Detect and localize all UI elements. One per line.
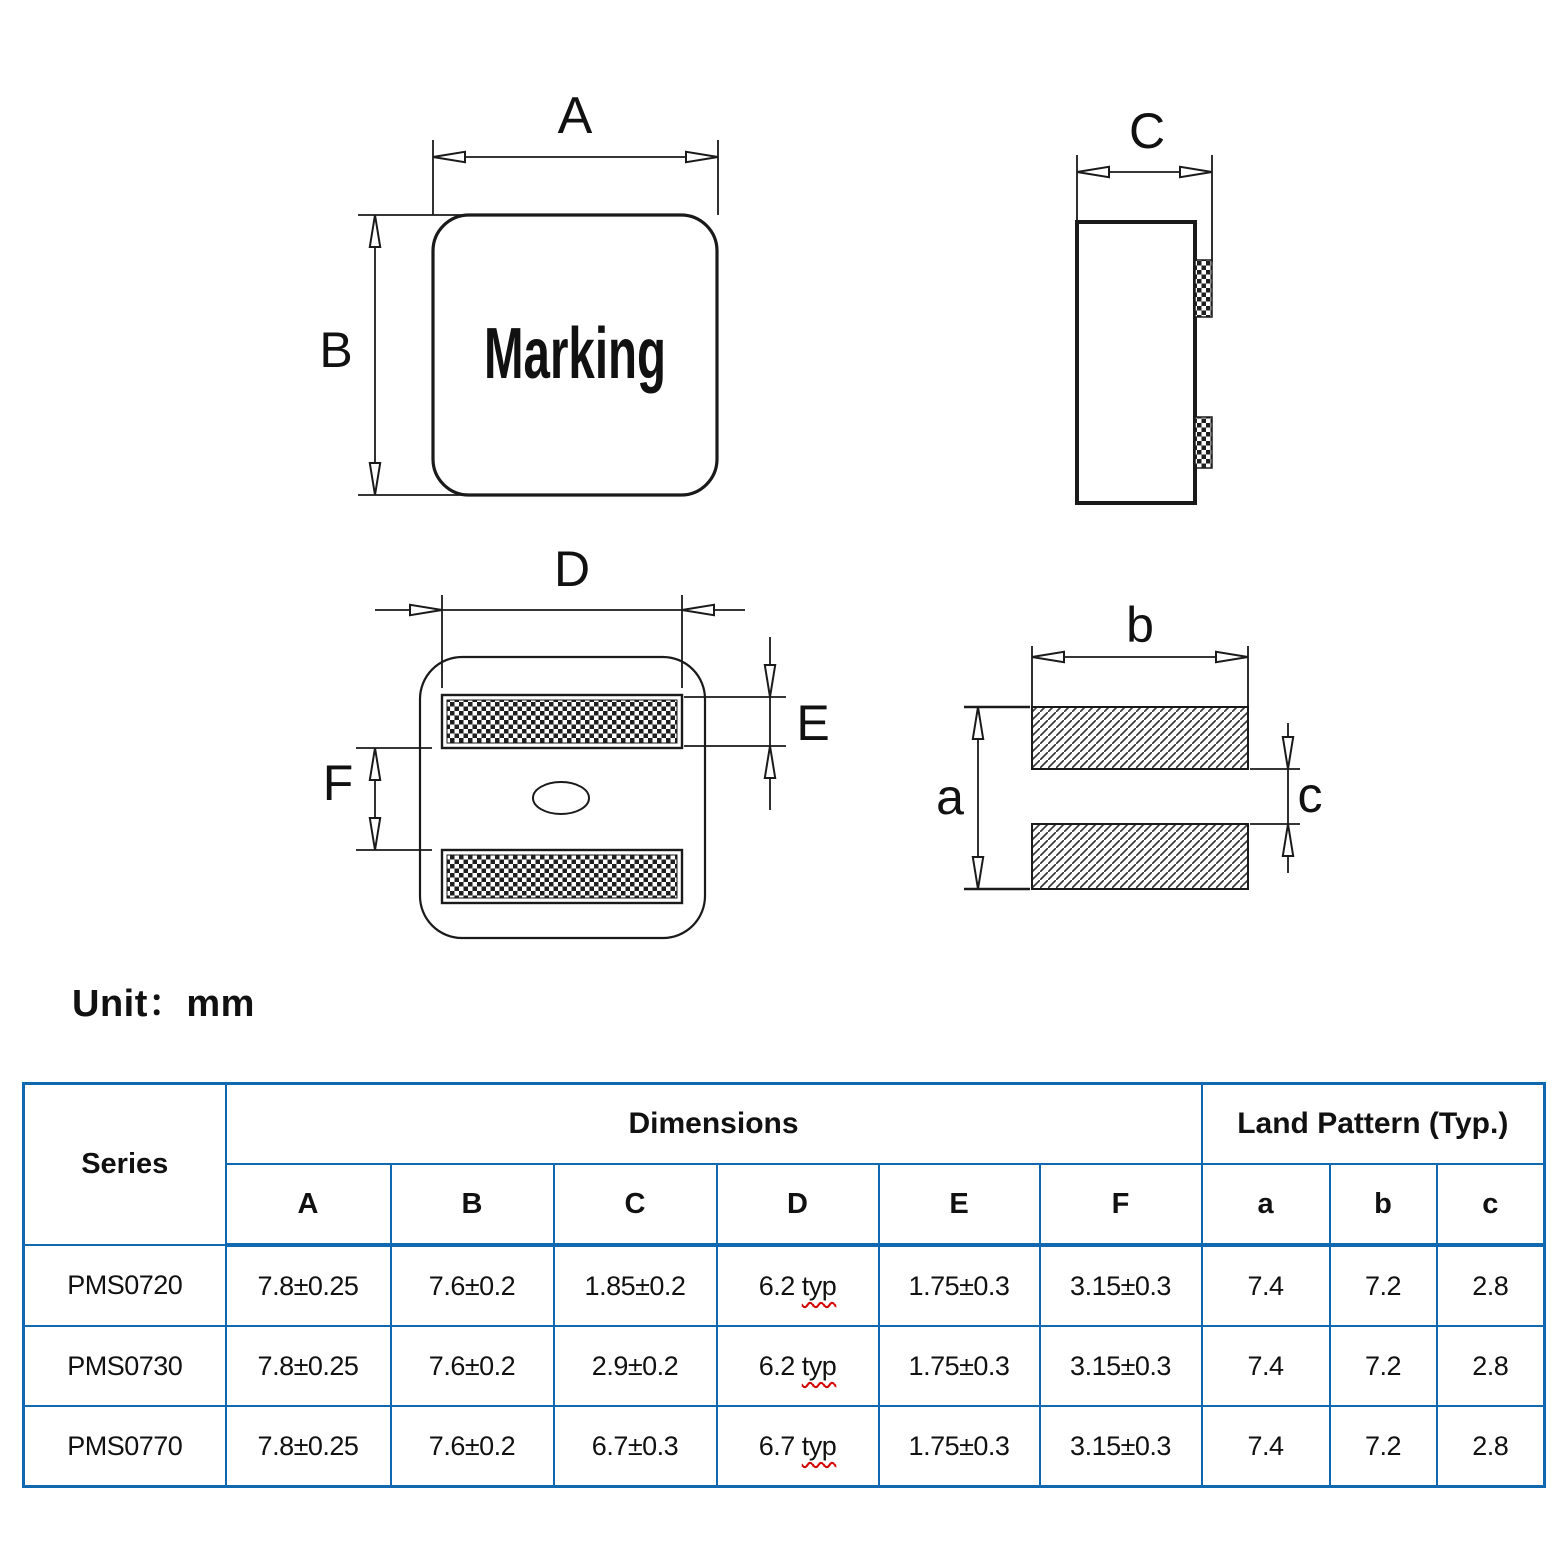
cell-B: 7.6±0.2 — [391, 1245, 554, 1326]
cell-b: 7.2 — [1330, 1326, 1437, 1406]
cell-b: 7.2 — [1330, 1245, 1437, 1326]
cell-E: 1.75±0.3 — [879, 1406, 1040, 1487]
header-col-B: B — [391, 1164, 554, 1245]
cell-c: 2.8 — [1437, 1245, 1545, 1326]
cell-C: 6.7±0.3 — [554, 1406, 717, 1487]
typ-annotation: typ — [801, 1430, 837, 1461]
dim-label-a: a — [936, 769, 964, 825]
header-col-D: D — [717, 1164, 879, 1245]
header-col-a: a — [1202, 1164, 1330, 1245]
cell-F: 3.15±0.3 — [1040, 1406, 1202, 1487]
cell-series: PMS0730 — [24, 1326, 226, 1406]
table-header-row-groups — [24, 1084, 1545, 1165]
cell-B: 7.6±0.2 — [391, 1406, 554, 1487]
cell-series: PMS0720 — [24, 1245, 226, 1326]
dim-label-c: c — [1297, 767, 1323, 823]
pad-bottom-fill — [447, 855, 677, 898]
cell-c: 2.8 — [1437, 1406, 1545, 1487]
cell-E: 1.75±0.3 — [879, 1245, 1040, 1326]
header-land-pattern: Land Pattern (Typ.) — [1202, 1084, 1545, 1165]
unit-note: Unit：mm — [72, 983, 255, 1025]
bottom-view — [323, 541, 830, 938]
cell-F: 3.15±0.3 — [1040, 1326, 1202, 1406]
cell-series: PMS0770 — [24, 1406, 226, 1487]
pad-top-fill — [447, 700, 677, 743]
side-view — [1077, 103, 1212, 503]
cell-D: 6.7 typ — [717, 1406, 879, 1487]
cell-A: 7.8±0.25 — [226, 1406, 391, 1487]
marking-text: Marking — [484, 314, 666, 394]
header-series: Series — [24, 1084, 226, 1246]
cell-a: 7.4 — [1202, 1245, 1330, 1326]
component-body-side-view — [1077, 222, 1195, 503]
cell-C: 2.9±0.2 — [554, 1326, 717, 1406]
land-pad-bottom — [1032, 824, 1248, 889]
cell-A: 7.8±0.25 — [226, 1326, 391, 1406]
dim-label-F: F — [322, 755, 354, 811]
cell-E: 1.75±0.3 — [879, 1326, 1040, 1406]
header-col-F: F — [1040, 1164, 1202, 1245]
cell-D: 6.2 typ — [717, 1245, 879, 1326]
cell-B: 7.6±0.2 — [391, 1326, 554, 1406]
header-dimensions: Dimensions — [226, 1084, 1202, 1165]
typ-annotation: typ — [801, 1270, 837, 1301]
dim-label-C: C — [1128, 103, 1166, 159]
cell-c: 2.8 — [1437, 1326, 1545, 1406]
table-row — [24, 1326, 1545, 1406]
top-view — [319, 87, 718, 495]
header-col-C: C — [554, 1164, 717, 1245]
dim-label-A: A — [557, 87, 593, 145]
header-col-b: b — [1330, 1164, 1437, 1245]
dim-label-b: b — [1126, 597, 1154, 653]
terminal-top — [1195, 260, 1212, 317]
cell-b: 7.2 — [1330, 1406, 1437, 1487]
cell-C: 1.85±0.2 — [554, 1245, 717, 1326]
land-pad-top — [1032, 707, 1248, 769]
typ-annotation: typ — [801, 1350, 837, 1381]
table-row — [24, 1406, 1545, 1487]
dimensions-table — [22, 1082, 1546, 1488]
land-pattern-view — [936, 597, 1322, 889]
header-col-A: A — [226, 1164, 391, 1245]
table-row — [24, 1245, 1545, 1326]
header-col-E: E — [879, 1164, 1040, 1245]
dim-label-B: B — [319, 322, 353, 378]
cell-a: 7.4 — [1202, 1326, 1330, 1406]
header-col-c: c — [1437, 1164, 1545, 1245]
cell-F: 3.15±0.3 — [1040, 1245, 1202, 1326]
dim-label-E: E — [796, 695, 830, 751]
cell-D: 6.2 typ — [717, 1326, 879, 1406]
cell-A: 7.8±0.25 — [226, 1245, 391, 1326]
dim-label-D: D — [553, 541, 591, 597]
table-header-row-columns — [24, 1164, 1545, 1245]
cell-a: 7.4 — [1202, 1406, 1330, 1487]
terminal-bottom — [1195, 417, 1212, 468]
